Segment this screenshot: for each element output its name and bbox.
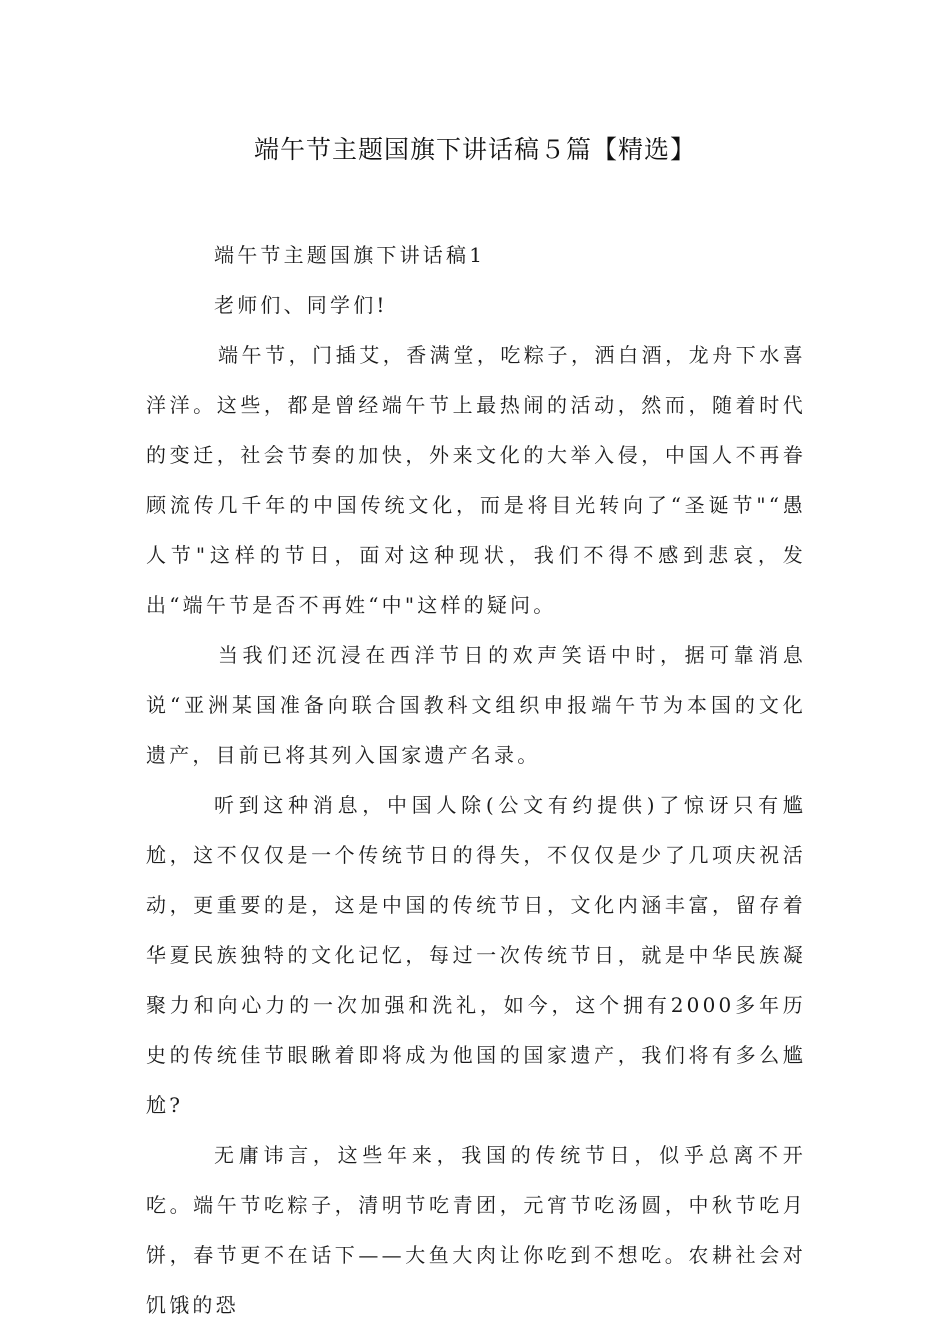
section-heading: 端午节主题国旗下讲话稿1 <box>214 243 486 267</box>
greeting: 老师们、同学们! <box>214 293 388 317</box>
paragraph-2: 当我们还沉浸在西洋节日的欢声笑语中时，据可靠消息说“亚洲某国准备向联合国教科文组织申报端午节为本国的文化遗产，目前已将其列入国家遗产名录。 <box>146 643 806 767</box>
document-title: 端午节主题国旗下讲话稿５篇【精选】 <box>253 135 696 164</box>
paragraph-3: 听到这种消息，中国人除(公文有约提供)了惊讶只有尴尬，这不仅仅是一个传统节日的得失，不仅仅是少了几项庆祝活动，更重要的是，这是中国的传统节日，文化内涵丰富，留存着华夏民族独特的文化记忆，每过一次传统节日，就是中华民族凝聚力和向心力的一次加强和洗礼，如今，这个拥有2000多年历史的传统佳节眼瞅着即将成为他国的国家遗产，我们将有多么尴尬? <box>146 793 806 1117</box>
document-body <box>146 230 806 1330</box>
paragraph-1: 端午节，门插艾，香满堂，吃粽子，洒白酒，龙舟下水喜洋洋。这些，都是曾经端午节上最热闹的活动，然而，随着时代的变迁，社会节奏的加快，外来文化的大举入侵，中国人不再眷顾流传几千年的中国传统文化，而是将目光转向了“圣诞节"“愚人节"这样的节日，面对这种现状，我们不得不感到悲哀，发出“端午节是否不再姓“中"这样的疑问。 <box>146 343 806 617</box>
paragraph-4: 无庸讳言，这些年来，我国的传统节日，似乎总离不开吃。端午节吃粽子，清明节吃青团，元宵节吃汤圆，中秋节吃月饼，春节更不在话下——大鱼大肉让你吃到不想吃。农耕社会对饥饿的恐 <box>146 1143 806 1317</box>
